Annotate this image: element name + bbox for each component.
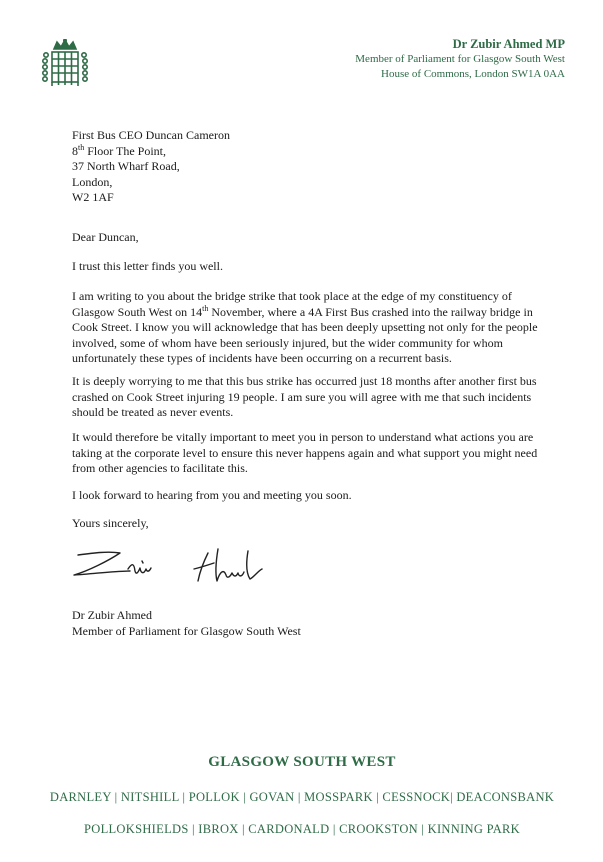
constituency-areas-line-2: POLLOKSHIELDS | IBROX | CARDONALD | CROOKSTON | KINNING PARK: [83, 822, 521, 836]
paragraph-5: [72, 488, 540, 504]
constituency-title: GLASGOW SOUTH WEST: [208, 754, 396, 770]
paragraph-2-part-b: November, where a 4A First Bus crashed into the railway bridge in Cook Street. I know you will acknowledge that has been deeply upsetting not only for the people involved, some of whom have been seriously injured, but the wider community for whom unfortunately these types of incidents have been occurring on a recurrent basis.: [72, 304, 538, 366]
paragraph-5-text: I look forward to hearing from you and meeting you soon.: [72, 488, 352, 502]
signoff-block: [72, 608, 301, 639]
handwritten-signature: [68, 541, 268, 593]
mp-name: Dr Zubir Ahmed MP: [452, 37, 565, 51]
signoff-role: Member of Parliament for Glasgow South West: [72, 623, 301, 638]
paragraph-4-text: It would therefore be vitally important to meet you in person to understand what actions you are taking at the corporate level to ensure this never happens again and what support you might need from other agencies to facilitate this.: [72, 430, 538, 476]
closing: [72, 516, 540, 532]
paragraph-2-text: [72, 289, 540, 367]
mp-letterhead: [355, 37, 565, 82]
paragraph-1-text: I trust this letter finds you well.: [72, 259, 223, 273]
mp-address: House of Commons, London SW1A 0AA: [381, 68, 565, 80]
salutation-text: Dear Duncan,: [72, 230, 139, 244]
paragraph-2-part-a: I am writing to you about the bridge strike that took place at the edge of my constituency of Glasgow South West on 14: [72, 289, 512, 319]
signoff-name: Dr Zubir Ahmed: [72, 608, 152, 622]
recipient-floor-number: 8: [72, 143, 78, 158]
closing-text: Yours sincerely,: [72, 516, 149, 530]
recipient-line-2: [72, 144, 230, 160]
portcullis-icon: [41, 39, 89, 91]
paragraph-2-suffix: th: [202, 303, 209, 313]
recipient-address: [72, 128, 230, 206]
recipient-floor-suffix: th: [78, 142, 85, 152]
recipient-floor-rest: Floor The Point,: [84, 143, 167, 158]
salutation: [72, 230, 540, 246]
constituency-areas-line-1: DARNLEY | NITSHILL | POLLOK | GOVAN | MOSSPARK | CESSNOCK| DEACONSBANK: [49, 790, 555, 804]
paragraph-1: [72, 259, 540, 275]
recipient-line-3: 37 North Wharf Road,: [72, 159, 180, 173]
paragraph-4: [72, 430, 540, 477]
recipient-line-1: First Bus CEO Duncan Cameron: [72, 128, 230, 142]
recipient-line-5: W2 1AF: [72, 190, 114, 204]
paragraph-3: [72, 374, 540, 421]
mp-role: Member of Parliament for Glasgow South West: [355, 53, 565, 65]
paragraph-3-text: It is deeply worrying to me that this bus strike has occurred just 18 months after another first bus crashed on Cook Street injuring 19 people. I am sure you will agree with me that such incidents should be treated as never events.: [72, 374, 537, 420]
paragraph-2: [72, 289, 540, 367]
recipient-line-4: London,: [72, 174, 113, 189]
